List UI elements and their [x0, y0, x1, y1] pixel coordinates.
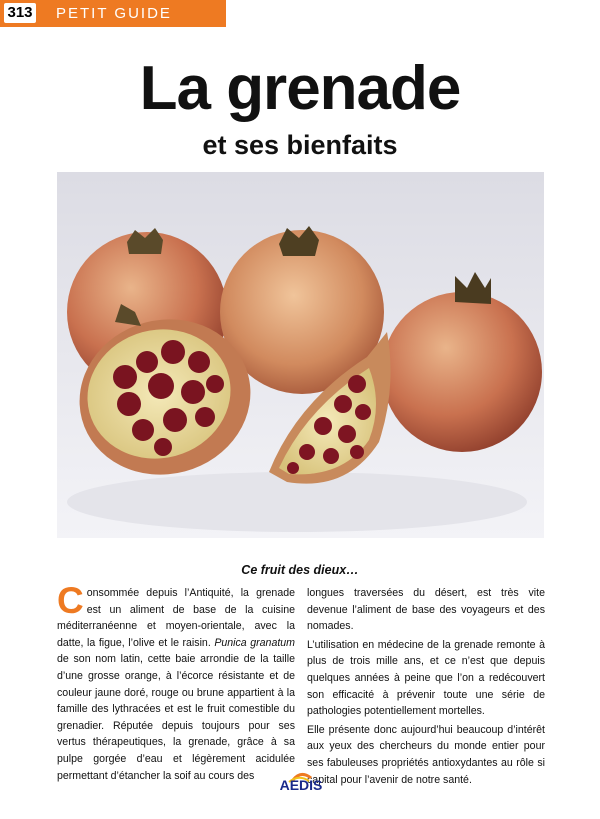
paragraph-text: onsommée depuis l’Antiquité, la grenade est un aliment de base de la cuisine méditerranéenne et moyen-orientale, avec la datte, la figue, l’olive et le raisin.: [57, 587, 295, 649]
series-band: [0, 0, 226, 27]
tagline: Ce fruit des dieux…: [241, 563, 359, 577]
text-column-right: [307, 585, 545, 790]
paragraph: [57, 580, 296, 784]
publisher-name: AEDIS: [279, 777, 323, 793]
paragraph: L’utilisation en médecine de la grenade remonte à plus de trois mille ans, et ce n’est que depuis quelques années à peine que l’on a redécouvert son efficacité à prévenir toute une série de pathologies potentiellement mortelles.: [307, 638, 545, 718]
series-name: PETIT GUIDE: [56, 5, 172, 22]
paragraph: Elle présente donc aujourd’hui beaucoup d’intérêt aux yeux des chercheurs du monde entier pour ses fabuleuses propriétés antioxydantes au rôle si capital pour l’avenir de notre santé.: [307, 723, 545, 786]
text-column-left: [57, 580, 296, 786]
publisher-logo: [275, 772, 327, 800]
paragraph: longues traversées du désert, est très vite devenue l’aliment de base des voyageurs et des nomades.: [307, 587, 545, 633]
series-number: 313: [4, 3, 36, 23]
page-subtitle: et ses bienfaits: [202, 130, 398, 160]
drop-cap: C: [57, 580, 84, 621]
cover-photo-pomegranates: [57, 172, 544, 538]
paragraph-text: de son nom latin, cette baie arrondie de la taille d’une grosse orange, à l’écorce résistante et de couleur jaune doré, rouge ou brune appartient à la famille des lythracées et est le fruit comestible du grenadier. Réputée depuis toujours pour ses vertus thérapeutiques, la grenade, grâce à sa pulpe gorgée d’eau et légèrement acidulée permettant d’étancher la soif au cours des: [57, 653, 295, 782]
latin-name: Punica granatum: [214, 636, 296, 649]
page-title: La grenade: [139, 54, 461, 123]
